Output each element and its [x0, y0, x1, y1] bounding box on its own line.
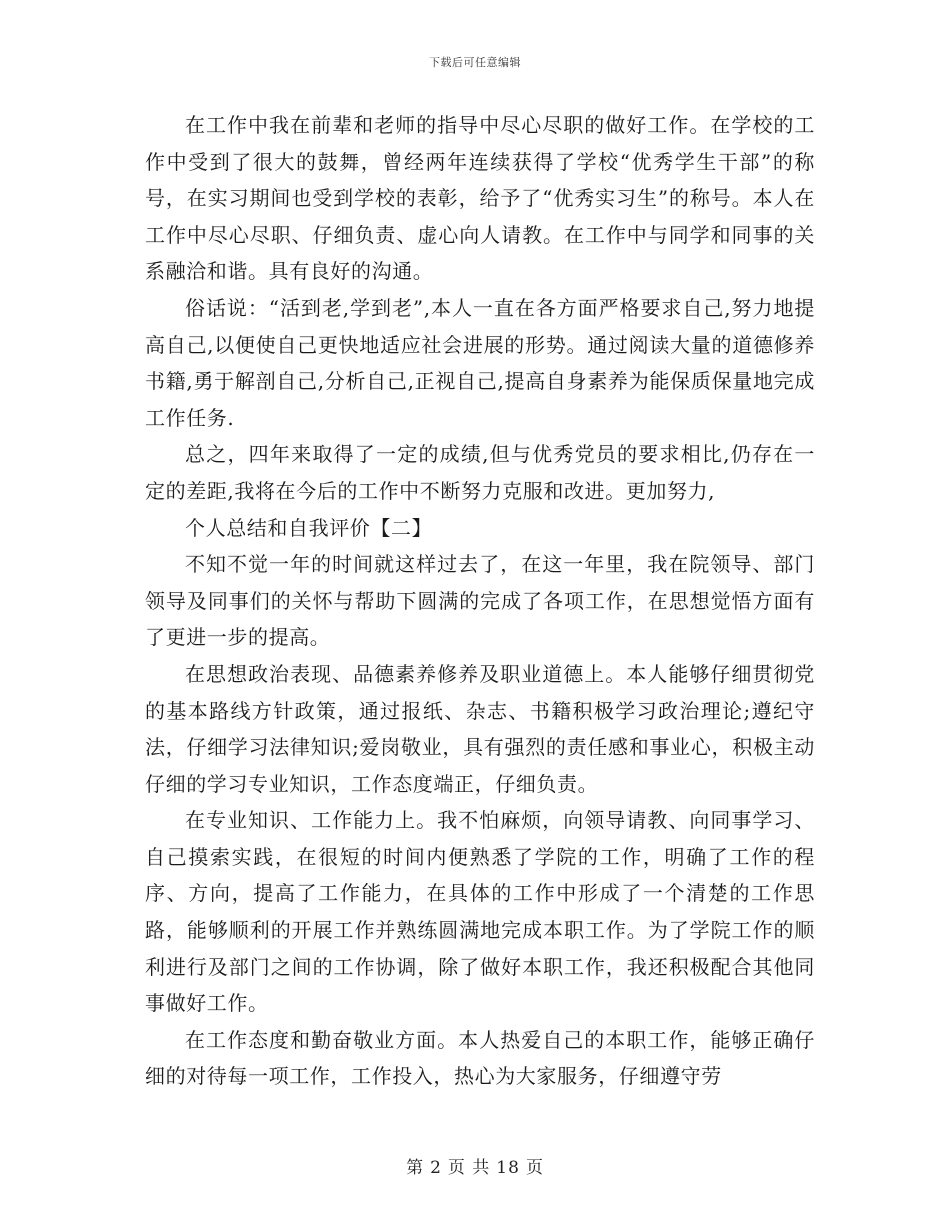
- current-page-number: 2: [430, 1158, 442, 1178]
- paragraph: 在专业知识、工作能力上。我不怕麻烦，向领导请教、向同事学习、自己摸索实践，在很短的时间内便熟悉了学院的工作，明确了工作的程序、方向，提高了工作能力，在具体的工作中形成了一个清楚的工作思路，能够顺利的开展工作并熟练圆满地完成本职工作。为了学院工作的顺利进行及部门之间的工作协调，除了做好本职工作，我还积极配合其他同事做好工作。: [145, 808, 815, 1016]
- page-footer: [0, 1153, 950, 1178]
- total-pages-number: 18: [496, 1158, 520, 1178]
- header-note: 下载后可任意编辑: [429, 56, 521, 69]
- footer-suffix: 页: [525, 1158, 544, 1178]
- paragraph: 俗话说：“活到老,学到老”,本人一直在各方面严格要求自己,努力地提高自己,以便使自己更快地适应社会进展的形势。通过阅读大量的道德修养书籍,勇于解剖自己,分析自己,正视自己,提高自身素养为能保质保量地完成工作任务.: [145, 295, 815, 430]
- paragraph: 总之，四年来取得了一定的成绩,但与优秀党员的要求相比,仍存在一定的差距,我将在今后的工作中不断努力克服和改进。更加努力,: [145, 442, 815, 503]
- paragraph: 不知不觉一年的时间就这样过去了，在这一年里，我在院领导、部门领导及同事们的关怀与帮助下圆满的完成了各项工作，在思想觉悟方面有了更进一步的提高。: [145, 552, 815, 650]
- section-heading: 个人总结和自我评价【二】: [185, 515, 433, 540]
- footer-middle: 页 共: [447, 1158, 491, 1178]
- paragraph: 在思想政治表现、品德素养修养及职业道德上。本人能够仔细贯彻党的基本路线方针政策，通过报纸、杂志、书籍积极学习政治理论;遵纪守法，仔细学习法律知识;爱岗敬业，具有强烈的责任感和事业心，积极主动仔细的学习专业知识，工作态度端正，仔细负责。: [145, 661, 815, 796]
- paragraph: 在工作态度和勤奋敬业方面。本人热爱自己的本职工作，能够正确仔细的对待每一项工作，工作投入，热心为大家服务，仔细遵守劳: [145, 1027, 815, 1089]
- footer-prefix: 第: [406, 1158, 425, 1178]
- body-text: [145, 107, 815, 1095]
- paragraph: 在工作中我在前辈和老师的指导中尽心尽职的做好工作。在学校的工作中受到了很大的鼓舞，曾经两年连续获得了学校“优秀学生干部”的称号，在实习期间也受到学校的表彰，给予了“优秀实习生”的称号。本人在工作中尽心尽职、仔细负责、虚心向人请教。在工作中与同学和同事的关系融洽和谐。具有良好的沟通。: [145, 113, 815, 284]
